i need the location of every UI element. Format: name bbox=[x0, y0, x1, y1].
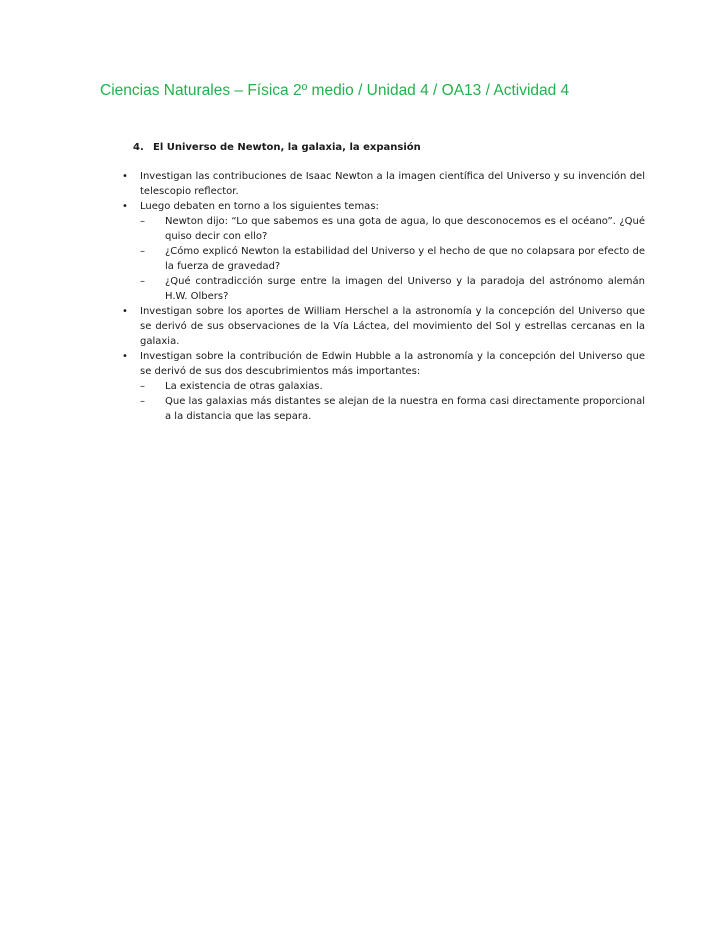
sub-list bbox=[140, 379, 645, 424]
bullet-text: Luego debaten en torno a los siguientes temas: bbox=[140, 201, 379, 212]
bullet-text: Investigan sobre los aportes de William Herschel a la astronomía y la concepción del Universo que se derivó de sus observaciones de la Vía Láctea, del movimiento del Sol y estrellas cercanas en la galaxia. bbox=[140, 306, 645, 347]
sub-list-item: – ¿Qué contradicción surge entre la imagen del Universo y la paradoja del astrónomo alemán H.W. Olbers? bbox=[140, 274, 645, 304]
sub-list-item: – La existencia de otras galaxias. bbox=[140, 379, 645, 394]
list-item bbox=[100, 349, 645, 424]
sub-list-item: – ¿Cómo explicó Newton la estabilidad del Universo y el hecho de que no colapsara por efecto de la fuerza de gravedad? bbox=[140, 244, 645, 274]
bullet-text: Investigan las contribuciones de Isaac Newton a la imagen científica del Universo y su invención del telescopio reflector. bbox=[140, 171, 645, 197]
page-header-title: Ciencias Naturales – Física 2º medio / Unidad 4 / OA13 / Actividad 4 bbox=[100, 82, 570, 99]
bullet-list bbox=[100, 169, 645, 424]
sub-list-item: – Que las galaxias más distantes se alejan de la nuestra en forma casi directamente proporcional a la distancia que las separa. bbox=[140, 394, 645, 424]
bullet-text: Investigan sobre la contribución de Edwin Hubble a la astronomía y la concepción del Universo que se derivó de sus dos descubrimientos más importantes: bbox=[140, 351, 645, 377]
list-item bbox=[100, 199, 645, 304]
section-heading bbox=[100, 140, 645, 155]
section-title: El Universo de Newton, la galaxia, la expansión bbox=[153, 142, 421, 153]
sub-list bbox=[140, 214, 645, 304]
activity-content bbox=[100, 140, 645, 424]
list-item bbox=[100, 169, 645, 199]
section-number: 4. bbox=[133, 142, 144, 153]
sub-list-item: – Newton dijo: “Lo que sabemos es una gota de agua, lo que desconocemos es el océano”. ¿Qué quiso decir con ello? bbox=[140, 214, 645, 244]
list-item bbox=[100, 304, 645, 349]
